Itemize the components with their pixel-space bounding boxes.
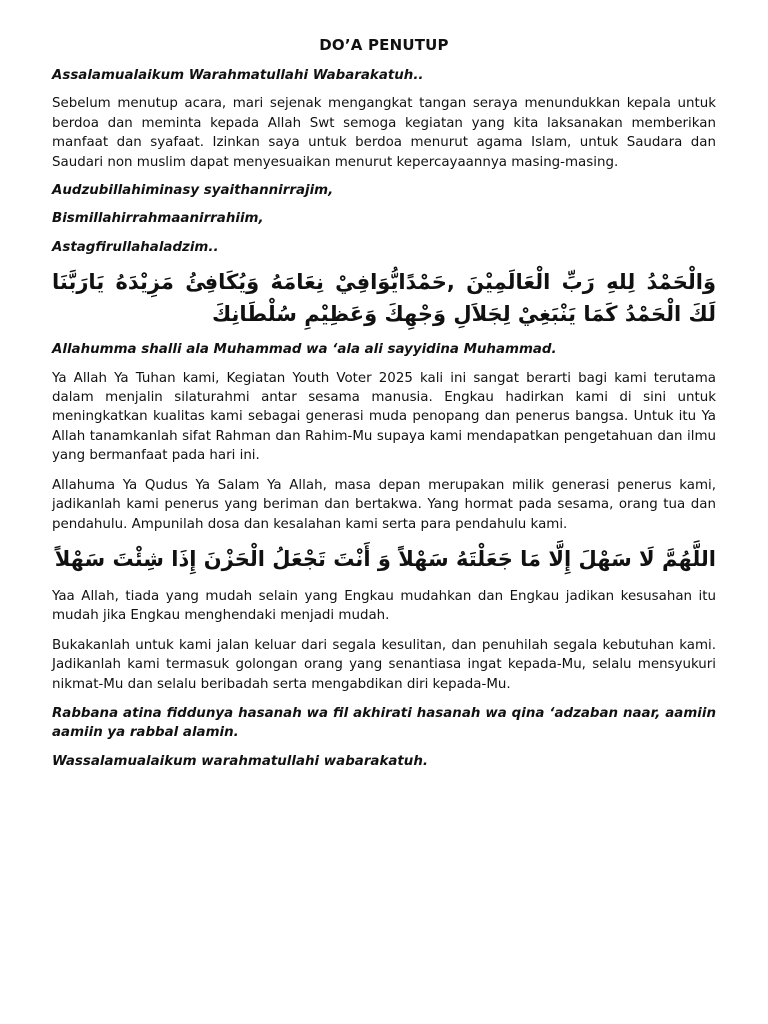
prayer-paragraph-3: Yaa Allah, tiada yang mudah selain yang Engkau mudahkan dan Engkau jadikan kesusahan itu mudah jika Engkau menghendaki menjadi mudah.: [52, 588, 716, 624]
closing-prayer-text: Rabbana atina fiddunya hasanah wa fil akhirati hasanah wa qina ‘adzaban naar, aamiin aamiin ya rabbal alamin.: [52, 705, 716, 741]
taawudz-text: Audzubillahiminasy syaithannirrajim,: [52, 183, 334, 199]
shalawat-text: Allahumma shalli ala Muhammad wa ‘ala ali sayyidina Muhammad.: [52, 342, 557, 358]
page-title: DO’A PENUTUP: [319, 36, 449, 54]
arabic-hamdalah-text: وَالْحَمْدُ لِلهِ رَبِّ الْعَالَمِيْنَ ,حَمْدًايُّوَافِيْ نِعَامَهُ وَيُكَافِئُ مَزِيْدَهُ يَارَبَّنَا لَكَ الْحَمْدُ كَمَا يَنْبَغِيْ لِجَلاَلِ وَجْهِكَ وَعَظِيْمِ سُلْطَانِكَ: [52, 270, 716, 327]
prayer-paragraph-4: Bukakanlah untuk kami jalan keluar dari segala kesulitan, dan penuhilah segala kebutuhan kami. Jadikanlah kami termasuk golongan orang yang senantiasa ingat kepada-Mu, selalu mensyukuri nikmat-Mu dan selalu beribadah serta mengabdikan diri kepada-Mu.: [52, 637, 716, 692]
prayer-paragraph-1: Ya Allah Ya Tuhan kami, Kegiatan Youth Voter 2025 kali ini sangat berarti bagi kami terutama dalam menjalin silaturahmi antar sesama manusia. Engkau hadirkan kami di sini untuk meningkatkan kualitas kami sebagai generasi muda penopang dan penerus bangsa. Untuk itu Ya Allah tanamkanlah sifat Rahman dan Rahim-Mu supaya kami mendapatkan pengetahuan dan ilmu yang bermanfaat pada hari ini.: [52, 370, 716, 464]
arabic-ease-prayer-text: اللَّهُمَّ لَا سَهْلَ إِلَّا مَا جَعَلْتَهُ سَهْلاً وَ أَنْتَ تَجْعَلُ الْحَزْنَ إِذَا شِئْتَ سَهْلاً: [54, 546, 716, 571]
intro-paragraph: Sebelum menutup acara, mari sejenak mengangkat tangan seraya menundukkan kepala untuk berdoa dan meminta kepada Allah Swt semoga kegiatan yang kita laksanakan memberikan manfaat dan syafaat. Izinkan saya untuk berdoa menurut agama Islam, untuk Saudara dan Saudari non muslim dapat menyesuaikan menurut kepercayaannya masing-masing.: [52, 96, 716, 170]
closing-salam-text: Wassalamualaikum warahmatullahi wabarakatuh.: [52, 753, 428, 769]
basmalah-text: Bismillahirrahmaanirrahiim,: [52, 211, 264, 227]
prayer-paragraph-2: Allahuma Ya Qudus Ya Salam Ya Allah, masa depan merupakan milik generasi penerus kami, jadikanlah kami penerus yang beriman dan bertakwa. Yang hormat pada sesama, orang tua dan pendahulu. Ampunilah dosa dan kesalahan kami serta para pendahulu kami.: [52, 477, 716, 532]
istighfar-text: Astagfirullahaladzim..: [52, 239, 219, 255]
greeting-text: Assalamualaikum Warahmatullahi Wabarakatuh..: [52, 68, 424, 83]
